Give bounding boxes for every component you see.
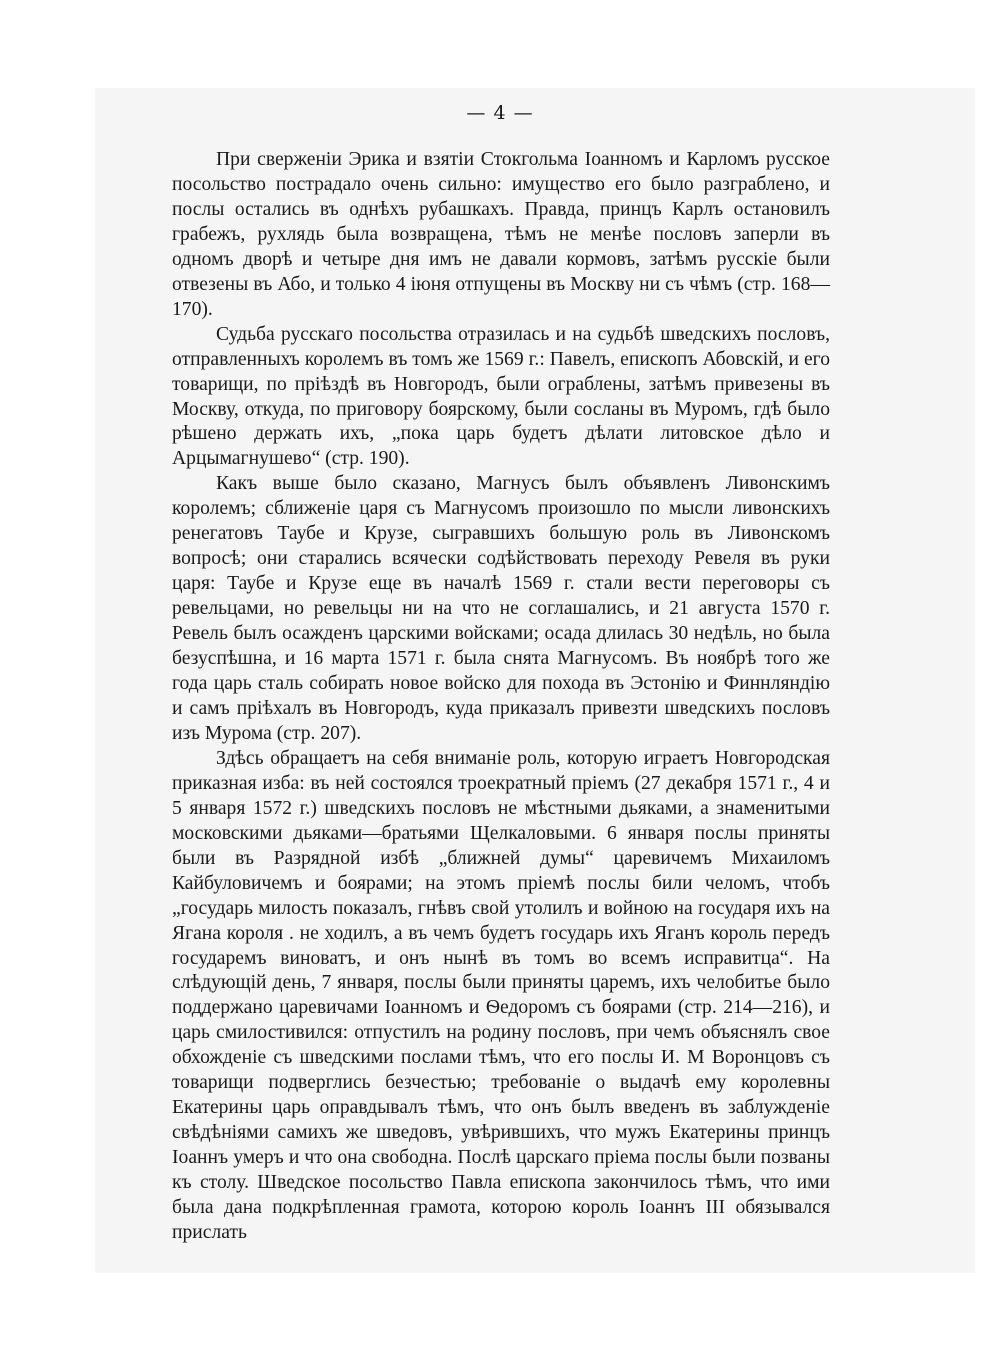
body-text — [172, 148, 830, 1246]
paragraph: Судьба русскаго посольства отразилась и на судьбѣ шведскихъ пословъ, отправленныхъ королемъ въ томъ же 1569 г.: Павелъ, епископъ Абовскій, и его товарищи, по пріѣздѣ въ Новгородъ, были ограблены, затѣмъ привезены въ Москву, откуда, по приговору боярскому, были сосланы въ Муромъ, гдѣ было рѣшено держать ихъ, „пока царь будетъ дѣлати литовское дѣло и Арцымагнушево“ (стр. 190). — [172, 323, 830, 470]
paragraph: При сверженіи Эрика и взятіи Стокгольма Іоанномъ и Карломъ русское посольство пострадало очень сильно: имущество его было разграблено, и послы остались въ однѣхъ рубашкахъ. Правда, принцъ Карлъ остановилъ грабежъ, рухлядь была возвращена, тѣмъ не менѣе пословъ заперли въ одномъ дворѣ и четыре дня имъ не давали кормовъ, затѣмъ русскіе были отвезены въ Або, и только 4 іюня отпущены въ Москву ни съ чѣмъ (стр. 168—170). — [172, 149, 830, 320]
paragraph: Здѣсь обращаетъ на себя вниманіе роль, которую играетъ Новгородская приказная изба: въ ней состоялся троекратный пріемъ (27 декабря 1571 г., 4 и 5 января 1572 г.) шведскихъ пословъ не мѣстными дьяками, а знаменитыми московскими дьяками—братьями Щелкаловыми. 6 января послы приняты были въ Разрядной избѣ „ближней думы“ царевичемъ Михаиломъ Кайбуловичемъ и боярами; на этомъ пріемѣ послы били челомъ, чтобъ „государь милость показалъ, гнѣвъ свой утолилъ и войною на государя ихъ на Ягана короля . не ходилъ, а въ чемъ будетъ государь ихъ Яганъ король передъ государемъ виноватъ, и онъ нынѣ въ томъ во всемъ исправитца“. На слѣдующій день, 7 января, послы были приняты царемъ, ихъ челобитье было поддержано царевичами Іоанномъ и Ѳедоромъ съ боярами (стр. 214—216), и царь смилостивился: отпустилъ на родину пословъ, при чемъ объяснялъ свое обхожденіе съ шведскими послами тѣмъ, что его послы И. М Воронцовъ съ товарищи подверглись безчестью; требованіе о выдачѣ ему королевны Екатерины царь оправдывалъ тѣмъ, что онъ былъ введенъ въ заблужденіе свѣдѣніями самихъ же шведовъ, увѣрившихъ, что мужъ Екатерины принцъ Іоаннъ умеръ и что она свободна. Послѣ царскаго пріема послы были позваны къ столу. Шведское посольство Павла епископа закончилось тѣмъ, что ими была дана подкрѣпленная грамота, которою король Іоаннъ III обязывался прислать — [172, 747, 830, 1243]
paragraph: Какъ выше было сказано, Магнусъ былъ объявленъ Ливонскимъ королемъ; сближеніе царя съ Магнусомъ произошло по мысли ливонскихъ ренегатовъ Таубе и Крузе, сыгравшихъ большую роль въ Ливонскомъ вопросѣ; они старались всячески содѣйствовать переходу Ревеля въ руки царя: Таубе и Крузе еще въ началѣ 1569 г. стали вести переговоры съ ревельцами, но ревельцы ни на что не соглашались, и 21 августа 1570 г. Ревель былъ осажденъ царскими войсками; осада длилась 30 недѣль, но была безуспѣшна, и 16 марта 1571 г. была снята Магнусомъ. Въ ноябрѣ того же года царь сталь собирать новое войско для похода въ Эстонію и Финнляндію и самъ пріѣхалъ въ Новгородъ, куда приказалъ привезти шведскихъ пословъ изъ Мурома (стр. 207). — [172, 473, 830, 744]
page-number: — 4 — — [466, 102, 534, 124]
